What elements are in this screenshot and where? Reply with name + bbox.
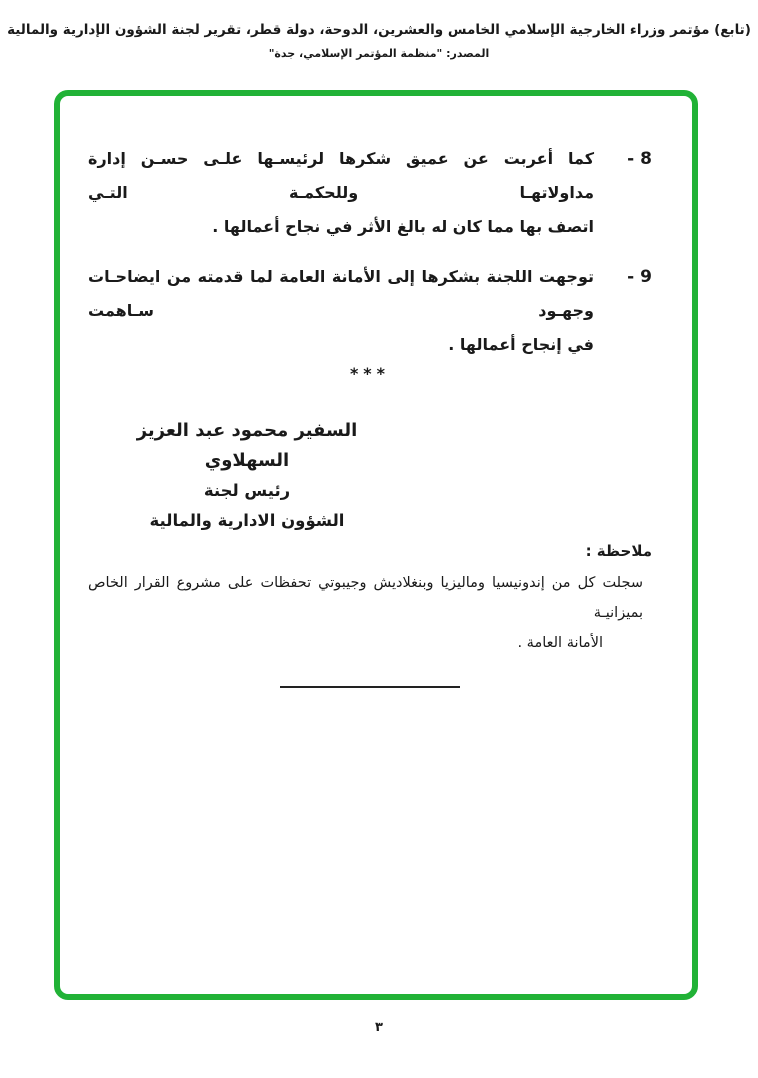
paragraph-9 [88, 260, 652, 362]
signature-block [92, 416, 402, 536]
paragraph-9-line-2: في إنجاح أعمالها . [448, 335, 594, 354]
closing-divider-line [280, 686, 460, 688]
document-content [60, 142, 692, 688]
signature-title-line-1: رئيس لجنة [203, 481, 291, 500]
page-number: ٣ [375, 1020, 383, 1035]
header-title: (تابع) مؤتمر وزراء الخارجية الإسلامي الخامس والعشرين، الدوحة، دولة قطر، تقرير لجنة الشؤون الإدارية والمالية [7, 22, 751, 38]
asterisk-separator: *** [349, 364, 391, 383]
signature-title-line-2: الشؤون الادارية والمالية [149, 511, 345, 530]
note-body [88, 568, 652, 658]
paragraph-8 [88, 142, 652, 244]
paragraph-8-number: 8 - [627, 149, 652, 169]
paragraph-8-line-2: اتصف بها مما كان له بالغ الأثر في نجاح أعمالها . [212, 217, 594, 236]
note-line-2: الأمانة العامة . [517, 635, 603, 651]
paragraph-8-line-1: كما أعربت عن عميق شكرها لرئيسـها علـى حسـن إدارة مداولاتهـا وللحكمـة التـي [88, 149, 594, 202]
paragraph-8-text [88, 142, 594, 244]
paragraph-9-text [88, 260, 594, 362]
page-header [0, 0, 758, 60]
signature-name: السفير محمود عبد العزيز السهلاوي [136, 420, 358, 471]
document-border-box [54, 90, 698, 1000]
paragraph-9-line-1: توجهت اللجنة بشكرها إلى الأمانة العامة لما قدمته من ايضاحـات وجهـود سـاهمت [88, 267, 594, 320]
paragraph-9-number: 9 - [627, 267, 652, 287]
note-label: ملاحظة : [585, 542, 652, 560]
note-line-1: سجلت كل من إندونيسيا وماليزيا وبنغلاديش وجيبوتي تحفظات على مشروع القرار الخاص بميزانيـة [88, 575, 643, 621]
header-source: المصدر: "منظمة المؤتمر الإسلامي، جدة" [268, 47, 490, 60]
